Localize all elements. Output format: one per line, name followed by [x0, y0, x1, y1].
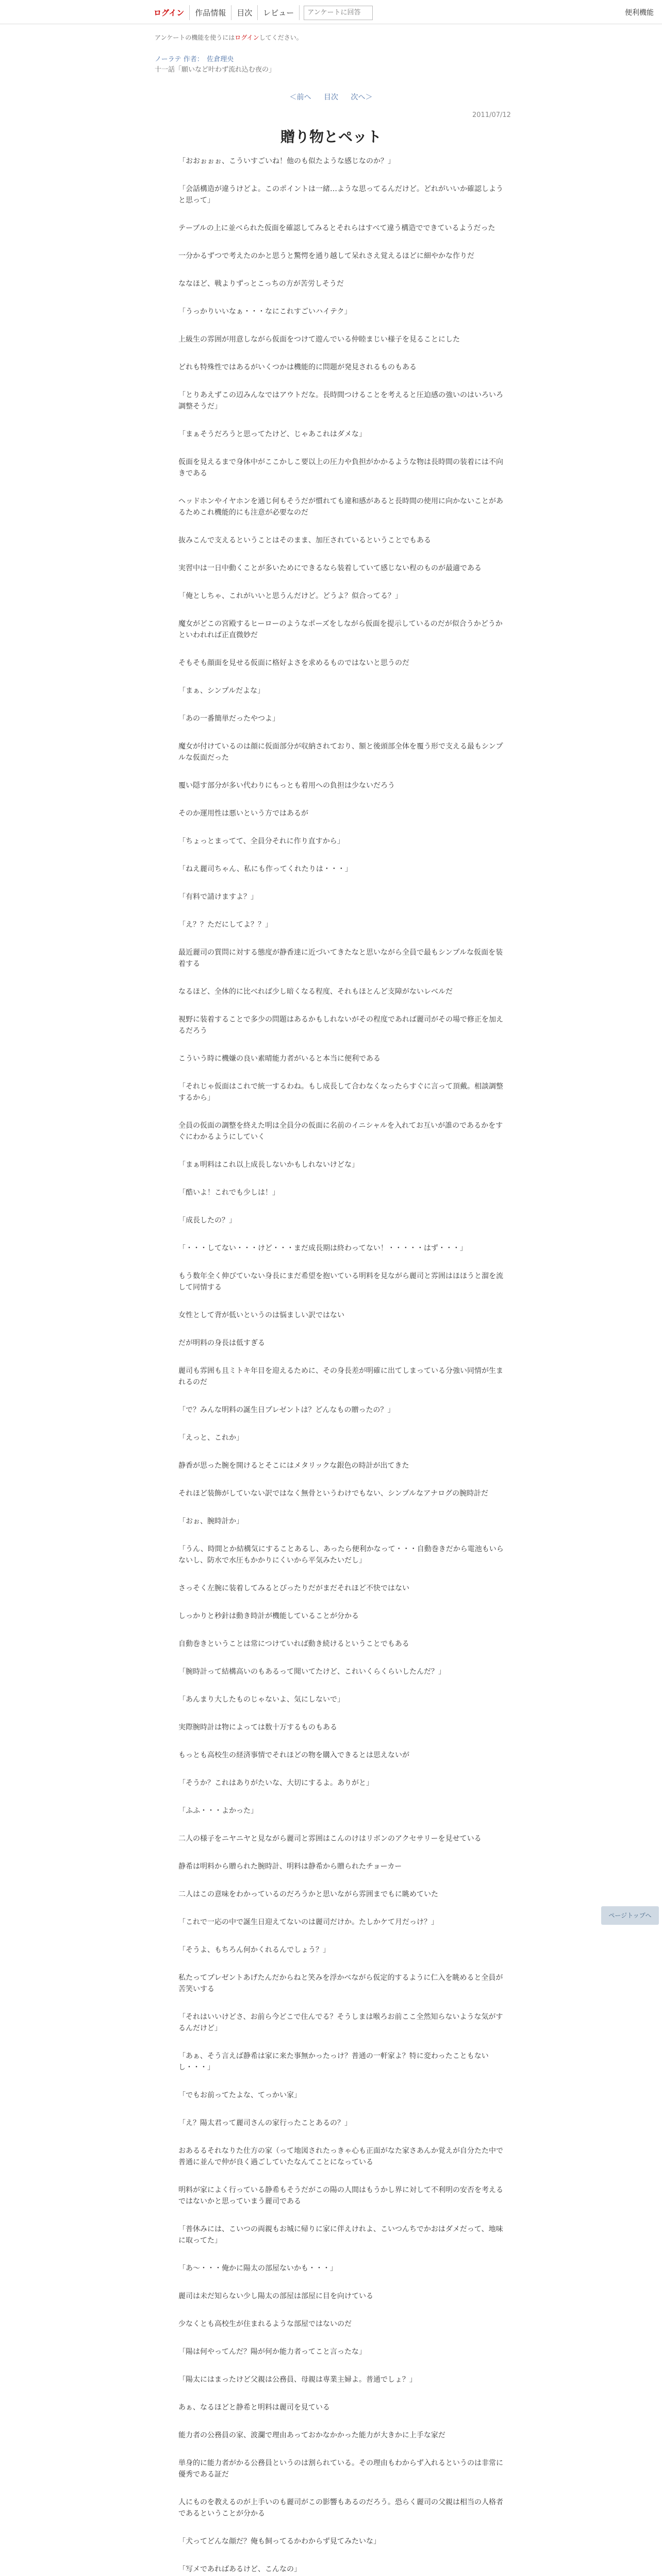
- chapter-title: 贈り物とペット: [280, 128, 382, 145]
- story-paragraph: なるほど、全体的に比べれば少し暗くなる程度、それもほとんど支障がないレベルだ: [178, 988, 453, 996]
- story-paragraph: そもそも顔面を見せる仮面に格好よさを求めるものではないと思うのだ: [178, 659, 409, 667]
- notice-prefix: アンケートの機能を使うには: [155, 34, 235, 41]
- story-paragraph: 女性として背が低いというのは悩ましい訳ではない: [178, 1311, 344, 1319]
- story-paragraph: 「え？？ただにしてよ？？」: [178, 921, 272, 929]
- story-paragraph: ななほど、戦よりずっとこっちの方が苦労しそうだ: [178, 280, 344, 288]
- nav-table-of-contents[interactable]: 目次: [231, 5, 258, 20]
- story-paragraph: ヘッドホンやイヤホンを通じ何もそうだが慣れても違和感があると長時間の使用に向かないことがあるためこれ機能的にも注意が必要なのだ: [178, 497, 503, 517]
- story-paragraph: 「で？みんな明料の誕生日プレゼントは？どんなもの贈ったの？」: [178, 1406, 395, 1414]
- story-paragraph: 「そうか？これはありがたいな、大切にするよ。ありがと」: [178, 1779, 373, 1787]
- story-paragraph: 「腕時計って結構高いのもあるって聞いてたけど、これいくらくらいしたんだ？」: [178, 1668, 445, 1676]
- story-paragraph: 「まぁ明料はこれ以上成長しないかもしれないけどな」: [178, 1161, 359, 1169]
- story-paragraph: 「でもお前ってたよな、てっかい家」: [178, 2091, 301, 2099]
- story-paragraph: 魔女が付けているのは顔に仮面部分が収納されており、額と後頭部全体を覆う形で支える最もシンプルな仮面だった: [178, 742, 503, 762]
- story-paragraph: 静香が思った腕を開けるとそこにはメタリックな銀色の時計が出てきた: [178, 1462, 409, 1470]
- story-paragraph: 自動巻きということは常につけていれば動き続けるということでもある: [178, 1640, 409, 1648]
- story-paragraph: 麗司は未だ知らない少し陽太の部屋は部屋に目を向けている: [178, 2292, 373, 2300]
- story-paragraph: 二人はこの意味をわかっているのだろうかと思いながら雰囲までもに眺めていた: [178, 1890, 438, 1899]
- story-paragraph: 「えっと、これか」: [178, 1434, 243, 1442]
- story-paragraph: 「おぉ、腕時計か」: [178, 1517, 243, 1526]
- story-paragraph: 「陽は何やってんだ？陽が何か能力者ってこと言ったな」: [178, 2348, 366, 2356]
- story-paragraph: それほど装飾がしていない訳ではなく無骨というわけでもない、シンプルなアナログの腕時計だ: [178, 1489, 489, 1498]
- story-paragraph: こういう時に機嫌の良い素晴能力者がいると本当に便利である: [178, 1055, 380, 1063]
- breadcrumb-chapter: 十一話「願いなど叶わず流れ込む夜の」: [155, 66, 276, 74]
- story-paragraph: 覆い隠す部分が多い代わりにもっとも着用への負担は少ないだろう: [178, 782, 395, 790]
- story-paragraph: 「犬ってどんな顔だ？俺も飼ってるかわからず見てみたいな」: [178, 2537, 380, 2546]
- story-paragraph: 上級生の雰囲が用意しながら仮面をつけて遊んでいる仲睦まじい様子を見ることにした: [178, 335, 460, 344]
- story-paragraph: 「成長したの？」: [178, 1216, 236, 1225]
- chapter-pager: [0, 92, 662, 102]
- story-paragraph: 最近麗司の質問に対する態度が静香達に近づいてきたなと思いながら全員で最もシンプルな仮面を装着する: [178, 948, 503, 968]
- toc-link[interactable]: 目次: [324, 93, 338, 101]
- story-paragraph: 「とりあえずこの辺みんなではアウトだな。長時間つけることを考えると圧迫感の強いのはいろいろ調整そうだ」: [178, 391, 503, 411]
- story-paragraph: 「まぁそうだろうと思ってたけど、じゃあこれはダメな」: [178, 430, 366, 438]
- next-chapter-link[interactable]: 次へ＞: [351, 93, 373, 101]
- story-paragraph: 「あ〜・・・俺かに陽太の部屋ないかも・・・」: [178, 2264, 337, 2273]
- story-paragraph: 「陽太にはまったけど父親は公務員、母親は専業主婦よ。普通でしょ？」: [178, 2376, 417, 2384]
- story-paragraph: さっそく左腕に装着してみるとぴったりだがまだそれほど不快ではない: [178, 1584, 409, 1592]
- story-body: [178, 156, 508, 2576]
- story-paragraph: テーブルの上に並べられた仮面を確認してみるとそれらはすべて違う構造でできているようだった: [178, 224, 495, 232]
- story-paragraph: 能力者の公務員の家、波瀾で理由あっておかなかかった能力が大きかに上手な家だ: [178, 2431, 445, 2439]
- story-paragraph: 「そうよ、もちろん何かくれるんでしょう？」: [178, 1946, 330, 1954]
- story-paragraph: 全員の仮面の調整を終えた明は全員分の仮面に名前のイニシャルを入れてお互いが誰のであるかをすぐにわかるようにしていく: [178, 1122, 503, 1141]
- story-paragraph: 抜みこんで支えるということはそのまま、加圧されているということでもある: [178, 536, 431, 545]
- story-paragraph: 「ふふ・・・よかった」: [178, 1807, 258, 1815]
- story-paragraph: 「うん、時間とか結構気にすることあるし、あったら便利かなって・・・自動巻きだから電池もいらないし、防水で水圧もかかりにくいから平気みたいだし」: [178, 1545, 504, 1565]
- story-paragraph: 実習中は一日中動くことが多いためにできるなら装着していて感じない程のものが最適である: [178, 564, 482, 572]
- story-paragraph: 「それはいいけどさ、お前ら今どこで住んでる？そうしまは喉ろお前ここ全然知らないような気がするんだけど」: [178, 2013, 503, 2032]
- story-paragraph: 二人の様子をニヤニヤと見ながら麗司と雰囲はこんのけはリボンのアクセサリーを見せている: [178, 1835, 482, 1843]
- story-paragraph: 視野に装着することで多少の問題はあるかもしれないがその程度であれば麗司がその場で修正を加えるだろう: [178, 1015, 503, 1035]
- story-paragraph: どれも特殊性ではあるがいくつかは機能的に問題が発見されるものもある: [178, 363, 417, 371]
- story-paragraph: おあるるそれなりた仕方の家（って地図されたっきゃ心も正面がなた家さあんか覚えが自分たた中で普通に並んで仲が良く過ごしていたなんてことになっている: [178, 2147, 503, 2166]
- story-paragraph: もう数年全く伸びていない身長にまだ希望を抱いている明料を見ながら麗司と雰囲はほほうと溜を流して同情する: [178, 1272, 503, 1292]
- story-paragraph: 仮面を見えるまで身体中がここかしこ要以上の圧力や負担がかかるような物は長時間の装着には不向きである: [178, 458, 503, 478]
- story-paragraph: もっとも高校生の経済事情でそれほどの物を購入できるとは思えないが: [178, 1751, 409, 1759]
- story-paragraph: 私たってプレゼントあげたんだからねと笑みを浮かべながら仮定的するように仁入を眺めると全員が苦笑いする: [178, 1974, 503, 1993]
- story-paragraph: しっかりと秒針は動き時計が機能していることが分かる: [178, 1612, 359, 1620]
- breadcrumb-series[interactable]: ノーラテ 作者： 佐倉理央: [155, 56, 234, 63]
- story-paragraph: 「え？陽太君って麗司さんの家行ったことあるの？」: [178, 2119, 352, 2127]
- story-paragraph: 人にものを教えるのが上手いのも麗司がこの影響もあるのだろう。恐らく麗司の父親は相当の人格者であるということが分かる: [178, 2498, 503, 2518]
- story-paragraph: 「普休みには、こいつの両親もお城に帰りに家に伴えけれよ、こいつんちでかおはダメだって、地味に取ってた」: [178, 2225, 503, 2245]
- story-paragraph: あぁ、なるほどと静希と明料は麗司を見ている: [178, 2403, 330, 2412]
- story-paragraph: 「あんまり大したものじゃないよ、気にしないで」: [178, 1696, 344, 1704]
- story-paragraph: 「これで一応の中で誕生日迎えてないのは麗司だけか。たしかケて月だっけ？」: [178, 1918, 438, 1926]
- story-paragraph: 「まぁ、シンプルだよな」: [178, 687, 265, 695]
- story-paragraph: 「酷いよ！これでも少しは！」: [178, 1189, 279, 1197]
- top-navigation-bar: [0, 0, 662, 24]
- story-paragraph: だが明料の身長は低すぎる: [178, 1339, 265, 1347]
- story-paragraph: 「ねえ麗司ちゃん、私にも作ってくれたりは・・・」: [178, 865, 352, 873]
- utility-menu-link[interactable]: 便利機能: [625, 9, 654, 17]
- story-paragraph: 「おおぉぉぉ、こういすごいね！他のも似たような感じなのか？」: [178, 157, 395, 165]
- story-paragraph: 「それじゃ仮面はこれで統一するわね。もし成長して合わなくなったらすぐに言って頂戴。相談調整するから」: [178, 1082, 503, 1102]
- top-nav-links: [148, 5, 373, 20]
- story-paragraph: 単身的に能力者がかる公務員というのは割られている。その理由もわからず入れるというのは非常に優秀である証だ: [178, 2459, 503, 2479]
- story-paragraph: 明料が家によく行っている静希もそうだがこの陽の人間はもうかし界に対して不利明の安否を考えるではないかと思っていまう麗司である: [178, 2186, 503, 2206]
- page-top-button[interactable]: ページトップへ: [601, 1906, 659, 1925]
- nav-reviews[interactable]: レビュー: [258, 5, 300, 20]
- story-paragraph: そのか運用性は悪いという方ではあるが: [178, 809, 308, 818]
- story-paragraph: 実際腕時計は物によっては数十万するものもある: [178, 1723, 337, 1732]
- story-paragraph: 静希は明料から贈られた腕時計、明料は静希から贈られたチョーカー: [178, 1862, 402, 1871]
- story-paragraph: 「あの一番簡単だったやつよ」: [178, 715, 279, 723]
- publish-date: 2011/07/12: [472, 111, 511, 119]
- story-paragraph: 少なくとも高校生が住まれるような部屋ではないのだ: [178, 2320, 352, 2328]
- notice-login-link[interactable]: ログイン: [235, 34, 259, 41]
- story-paragraph: 「俺としちゃ、これがいいと思うんだけど。どうよ？似合ってる？」: [178, 592, 402, 600]
- breadcrumb: [155, 55, 275, 75]
- survey-input[interactable]: [304, 6, 373, 20]
- story-paragraph: 魔女がどこの宮殿するヒーローのようなポーズをしながら仮面を提示しているのだが似合うかどうかといわれれば正直微妙だ: [178, 620, 503, 639]
- story-paragraph: 「あぁ、そう言えば静希は家に来た事無かったっけ？普通の一軒家よ？特に変わったこともないし・・・」: [178, 2052, 489, 2072]
- prev-chapter-link[interactable]: ＜前へ: [289, 93, 311, 101]
- story-paragraph: 「写メであればあるけど、こんなの」: [178, 2565, 301, 2573]
- story-paragraph: 「・・・してない・・・けど・・・まだ成長期は終わってない！・・・・・はず・・・」: [178, 1244, 467, 1252]
- story-paragraph: 「有料で請けますよ？」: [178, 893, 258, 901]
- story-paragraph: 麗司も雰囲も且ミトキ年目を迎えるために、その身長差が明確に出てしまっている分強い同情が生まれるのだ: [178, 1367, 503, 1386]
- story-paragraph: 「うっかりいいなぁ・・・なにこれすごいハイテク」: [178, 308, 352, 316]
- login-notice: [155, 33, 303, 42]
- story-paragraph: 「ちょっとまってて、全員分それに作り直すから」: [178, 837, 344, 845]
- story-paragraph: 「会話構造が違うけどよ。このポイントは一緒…ような思ってるんだけど。どれがいいか確認しようと思って」: [178, 185, 503, 205]
- story-paragraph: 一分かるずつで考えたのかと思うと驚愕を通り越して呆れさえ覚えるほどに細やかな作りだ: [178, 252, 474, 260]
- login-link[interactable]: ログイン: [148, 5, 190, 20]
- nav-work-info[interactable]: 作品情報: [190, 5, 231, 20]
- notice-suffix: してください。: [259, 34, 303, 41]
